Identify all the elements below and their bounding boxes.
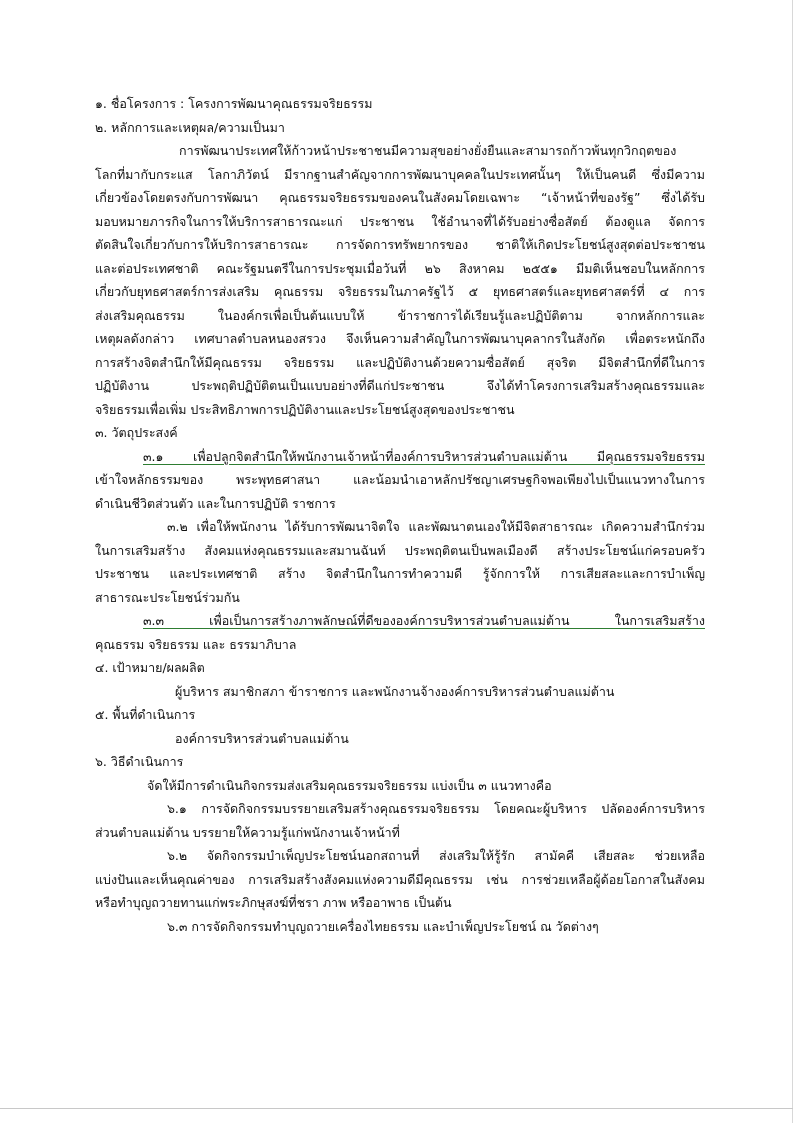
document-line: และต่อประเทศชาติ คณะรัฐมนตรีในการประชุมเมื่อวันที่ ๒๖ สิงหาคม ๒๕๕๑ มีมติเห็นชอบในหลักการ xyxy=(95,260,705,276)
document-line: ๖.๓ การจัดกิจกรรมทำบุญถวายเครื่องไทยธรรม และบำเพ็ญประโยชน์ ณ วัดต่างๆ xyxy=(167,918,599,934)
document-line: ดำเนินชีวิตส่วนตัว และในการปฏิบัติ ราชการ xyxy=(95,495,336,511)
document-line: คุณธรรม จริยธรรม และ ธรรมาภิบาล xyxy=(95,636,297,652)
document-line: ๑. ชื่อโครงการ : โครงการพัฒนาคุณธรรมจริยธรรม xyxy=(95,96,373,111)
document-line: ส่วนตำบลแม่ต้าน บรรยายให้ความรู้แก่พนักงานเจ้าหน้าที่ xyxy=(95,824,400,840)
document-line: ตัดสินใจเกี่ยวกับการให้บริการสาธารณะ การจัดการทรัพยากรของ ชาติให้เกิดประโยชน์สูงสุดต่อประชาชน xyxy=(95,237,705,252)
document-line: ๕. พื้นที่ดำเนินการ xyxy=(95,707,196,722)
document-line: ๓.๑ เพื่อปลูกจิตสำนึกให้พนักงานเจ้าหน้าที่องค์การบริหารส่วนตำบลแม่ต้าน มีคุณธรรมจริยธรรม xyxy=(143,448,705,464)
document-line: จริยธรรมเพื่อเพิ่ม ประสิทธิภาพการปฏิบัติงานและประโยชน์สูงสุดของประชาชน xyxy=(95,401,515,417)
page-bottom-divider xyxy=(0,1108,793,1109)
document-line: เกี่ยวข้องโดยตรงกับการพัฒนา คุณธรรมจริยธรรมของคนในสังคมโดยเฉพาะ “เจ้าหน้าที่ของรัฐ” ซึ่งได้รับ xyxy=(95,190,705,205)
document-body xyxy=(95,92,705,938)
document-line: ๖.๑ การจัดกิจกรรมบรรยายเสริมสร้างคุณธรรมจริยธรรม โดยคณะผู้บริหาร ปลัดองค์การบริหาร xyxy=(167,801,705,816)
document-line: ๖. วิธีดำเนินการ xyxy=(95,754,184,769)
document-line: ปฏิบัติงาน ประพฤติปฏิบัติตนเป็นแบบอย่างที่ดีแก่ประชาชน จึงได้ทำโครงการเสริมสร้างคุณธรรมและ xyxy=(95,378,705,393)
document-line: ๓.๒ เพื่อให้พนักงาน ได้รับการพัฒนาจิตใจ และพัฒนาตนเองให้มีจิตสาธารณะ เกิดความสำนึกร่วม xyxy=(167,519,705,534)
document-line: ประชาชน และประเทศชาติ สร้าง จิตสำนึกในการทำความดี รู้จักการให้ การเสียสละและการบำเพ็ญ xyxy=(95,566,705,581)
document-line: เข้าใจหลักธรรมของ พระพุทธศาสนา และน้อมนำเอาหลักปรัชญาเศรษฐกิจพอเพียงไปเป็นแนวทางในการ xyxy=(95,472,705,487)
document-line: ๒. หลักการและเหตุผล/ความเป็นมา xyxy=(95,119,285,135)
document-line: แบ่งปันและเห็นคุณค่าของ การเสริมสร้างสังคมแห่งความดีมีคุณธรรม เช่น การช่วยเหลือผู้ด้อยโอกาสในสังคม xyxy=(95,871,705,887)
document-line: ๔. เป้าหมาย/ผลผลิต xyxy=(95,660,205,675)
document-line: ๓. วัตถุประสงค์ xyxy=(95,425,178,440)
document-line: เกี่ยวกับยุทธศาสตร์การส่งเสริม คุณธรรม จริยธรรมในภาครัฐไว้ ๕ ยุทธศาสตร์และยุทธศาสตร์ที่ ๔ การ xyxy=(95,284,705,299)
document-line: การพัฒนาประเทศให้ก้าวหน้าประชาชนมีความสุขอย่างยั่งยืนและสามารถก้าวพ้นทุกวิกฤตของ xyxy=(179,143,677,158)
document-line: มอบหมายภารกิจในการให้บริการสาธารณะแก่ ประชาชน ใช้อำนาจที่ได้รับอย่างซื่อสัตย์ ต้องดูแล จัดการ xyxy=(95,213,705,229)
document-line: จัดให้มีการดำเนินกิจกรรมส่งเสริมคุณธรรมจริยธรรม แบ่งเป็น ๓ แนวทางคือ xyxy=(147,777,552,793)
document-line: ๖.๒ จัดกิจกรรมบำเพ็ญประโยชน์นอกสถานที่ ส่งเสริมให้รู้รัก สามัคคี เสียสละ ช่วยเหลือ xyxy=(167,848,705,863)
document-line: หรือทำบุญถวายทานแก่พระภิกษุสงฆ์ที่ชรา ภาพ หรืออาพาธ เป็นต้น xyxy=(95,895,452,910)
document-line: การสร้างจิตสำนึกให้มีคุณธรรม จริยธรรม และปฏิบัติงานด้วยความซื่อสัตย์ สุจริต มีจิตสำนึกที่ดีในการ xyxy=(95,354,705,370)
document-line: องค์การบริหารส่วนตำบลแม่ต้าน xyxy=(175,730,349,746)
document-line: ส่งเสริมคุณธรรม ในองค์กรเพื่อเป็นต้นแบบให้ ข้าราชการได้เรียนรู้และปฏิบัติตาม จากหลักการและ xyxy=(95,307,705,323)
document-line: สาธารณะประโยชน์ร่วมกัน xyxy=(95,589,240,605)
document-line: เหตุผลดังกล่าว เทศบาลตำบลหนองสรวง จึงเห็นความสำคัญในการพัฒนาบุคลากรในสังกัด เพื่อตระหนักถึง xyxy=(95,331,705,346)
document-line: ๓.๓ เพื่อเป็นการสร้างภาพลักษณ์ที่ดีขององค์การบริหารส่วนตำบลแม่ต้าน ในการเสริมสร้าง xyxy=(143,613,705,628)
document-line: ผู้บริหาร สมาชิกสภา ข้าราชการ และพนักงานจ้างองค์การบริหารส่วนตำบลแม่ต้าน xyxy=(175,683,615,699)
document-line: ในการเสริมสร้าง สังคมแห่งคุณธรรมและสมานฉันท์ ประพฤติตนเป็นพลเมืองดี สร้างประโยชน์แก่ครอบครัว xyxy=(95,542,705,558)
document-line: โลกที่มากับกระแส โลกาภิวัตน์ มีรากฐานสำคัญจากการพัฒนาบุคคลในประเทศนั้นๆ ให้เป็นคนดี ซึ่งมีความ xyxy=(95,166,705,182)
